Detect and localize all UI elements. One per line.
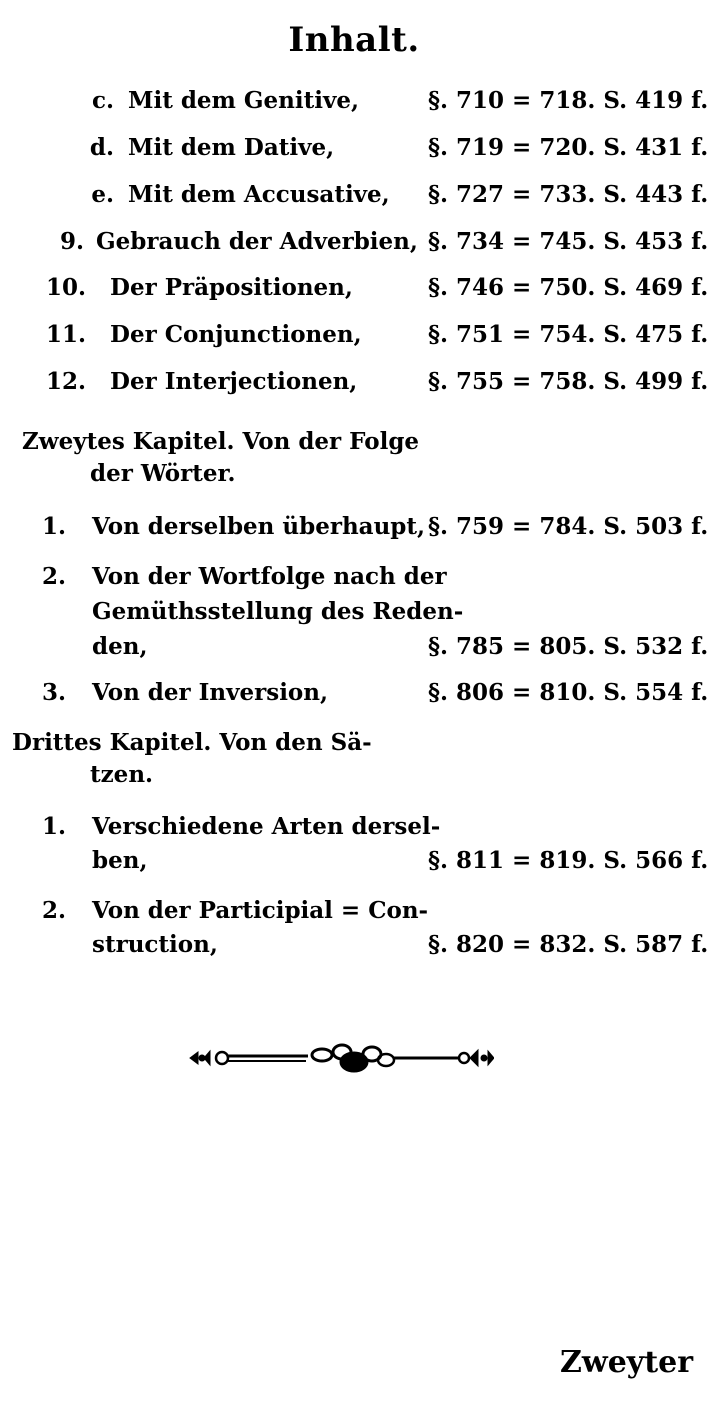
entry-number: 2.: [41, 563, 66, 590]
chapter-heading-continued: tzen.: [90, 761, 154, 788]
entry-title: Von der Participial = Con-: [92, 897, 429, 924]
entry-reference: §. 719 = 720. S. 431 f.: [428, 134, 708, 161]
entry-number: 3.: [41, 679, 66, 706]
entry-title: Von der Wortfolge nach der: [92, 563, 447, 590]
ornament-divider-icon: [188, 1038, 494, 1078]
entry-number: 12.: [45, 368, 86, 395]
entry-number: 10.: [45, 274, 86, 301]
entry-number: c.: [91, 87, 114, 114]
entry-reference: §. 820 = 832. S. 587 f.: [428, 931, 708, 958]
entry-title: Gebrauch der Adverbien,: [96, 228, 418, 255]
entry-reference: §. 785 = 805. S. 532 f.: [428, 633, 708, 660]
entry-reference: §. 759 = 784. S. 503 f.: [428, 513, 708, 540]
entry-reference: §. 755 = 758. S. 499 f.: [428, 368, 708, 395]
entry-reference: §. 710 = 718. S. 419 f.: [428, 87, 708, 114]
entry-number: 11.: [45, 321, 86, 348]
entry-title: Der Conjunctionen,: [110, 321, 362, 348]
entry-title: Von derselben überhaupt,: [92, 513, 426, 540]
page-title: Inhalt.: [288, 20, 420, 60]
entry-reference: §. 811 = 819. S. 566 f.: [428, 847, 708, 874]
entry-reference: §. 806 = 810. S. 554 f.: [428, 679, 708, 706]
entry-number: 1.: [41, 513, 66, 540]
entry-reference: §. 751 = 754. S. 475 f.: [428, 321, 708, 348]
entry-reference: §. 727 = 733. S. 443 f.: [428, 181, 708, 208]
catchword: Zweyter: [560, 1345, 693, 1380]
entry-reference: §. 734 = 745. S. 453 f.: [428, 228, 708, 255]
chapter-heading-continued: der Wörter.: [90, 460, 236, 487]
entry-title-continued: struction,: [92, 931, 218, 958]
entry-reference: §. 746 = 750. S. 469 f.: [428, 274, 708, 301]
entry-number: 2.: [41, 897, 66, 924]
entry-number: 1.: [41, 813, 66, 840]
entry-title-continued: den,: [92, 633, 148, 660]
entry-number: e.: [91, 181, 114, 208]
entry-title: Verschiedene Arten dersel-: [92, 813, 441, 840]
chapter-heading: Drittes Kapitel. Von den Sä-: [12, 729, 372, 756]
entry-title: Mit dem Genitive,: [128, 87, 359, 114]
chapter-heading: Zweytes Kapitel. Von der Folge: [22, 428, 420, 455]
entry-title: Der Interjectionen,: [110, 368, 358, 395]
entry-number: 9.: [59, 228, 84, 255]
entry-title: Mit dem Accusative,: [128, 181, 390, 208]
entry-number: d.: [89, 134, 114, 161]
entry-title: Von der Inversion,: [92, 679, 328, 706]
entry-title-continued: Gemüthsstellung des Reden-: [92, 598, 464, 625]
entry-title-continued: ben,: [92, 847, 148, 874]
entry-title: Mit dem Dative,: [128, 134, 335, 161]
entry-title: Der Präpositionen,: [110, 274, 353, 301]
